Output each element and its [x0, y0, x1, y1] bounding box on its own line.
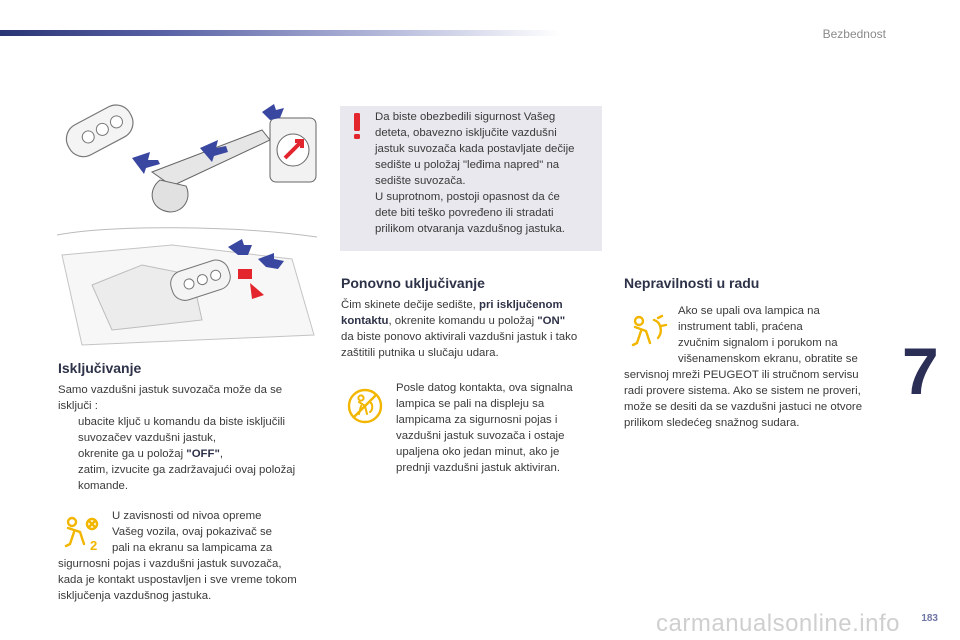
- reactivation-paragraph: Čim skinete dečije sedište, pri isključenom kontaktu, okrenite komandu u položaj "ON" da biste ponovo aktivirali vazdušni jastuk i tako zaštitili putnika u slučaju udara.: [341, 299, 578, 359]
- deactivation-intro: Samo vazdušni jastuk suvozača može da se isključi :: [58, 384, 283, 412]
- reactivation-note: Posle datog kontakta, ova signalna lampica se pali na displeju sa lampicama za sigurnosni pojas i vazdušni jastuk suvozača i ostaje upaljena oko jedan minut, ako je prednji vazdušni jastuk aktiviran.: [396, 382, 573, 474]
- malfunctions-note-short: Ako se upali ova lampica na instrument tabli, praćena zvučnim signalom i porukom na višenamenskom ekranu, obratite se: [678, 305, 858, 365]
- watermark: carmanualsonline.info: [656, 610, 900, 637]
- heading-deactivation: Isključivanje: [58, 360, 142, 376]
- deactivation-note-short: U zavisnosti od nivoa opreme Vašeg vozila, ovaj pokazivač se pali na ekranu sa lampicama za: [112, 510, 273, 554]
- dashboard-switch-illustration: [52, 225, 322, 350]
- chapter-number: 7: [902, 334, 939, 408]
- deactivation-note-full: sigurnosni pojas i vazdušni jastuk suvozača, kada je kontakt uspostavljen i sve vreme tokom isključenja vazdušnog jastuka.: [58, 558, 297, 602]
- header-bar: [0, 30, 560, 36]
- malfunctions-note-full: servisnoj mreži PEUGEOT ili stručnom servisu radi provere sistema. Ako se sistem ne proveri, može se desiti da se vazdušni jastuci ne otvore prilikom sledećeg snažnog sudara.: [624, 369, 863, 429]
- section-title: Bezbednost: [822, 27, 886, 41]
- list-item: zatim, izvucite ga zadržavajući ovaj položaj komande.: [78, 464, 296, 492]
- page-number: 183: [921, 613, 938, 624]
- key-insert-illustration: [52, 100, 322, 220]
- airbag-on-icon: [345, 386, 385, 426]
- warning-exclamation-icon: [348, 112, 366, 140]
- heading-malfunctions: Nepravilnosti u radu: [624, 275, 760, 291]
- airbag-off-icon: [62, 514, 102, 554]
- list-item: ubacite ključ u komandu da biste isključili suvozačev vazdušni jastuk,: [78, 416, 286, 444]
- warning-text: Da biste obezbedili sigurnost Vašeg deteta, obavezno isključite vazdušni jastuk suvozača kada postavljate dečije sedište u položaj "leđima napred" na sedište suvozača. U suprotnom, postoji opasnost da će dete biti teško povređeno ili stradati prilikom otvaranja vazdušnog jastuka.: [375, 111, 575, 235]
- heading-reactivation: Ponovno uključivanje: [341, 275, 485, 291]
- list-item: okrenite ga u položaj "OFF",: [78, 448, 224, 460]
- airbag-fault-icon: [628, 312, 668, 352]
- svg-text:2: 2: [90, 538, 98, 553]
- deactivation-steps: [58, 414, 330, 494]
